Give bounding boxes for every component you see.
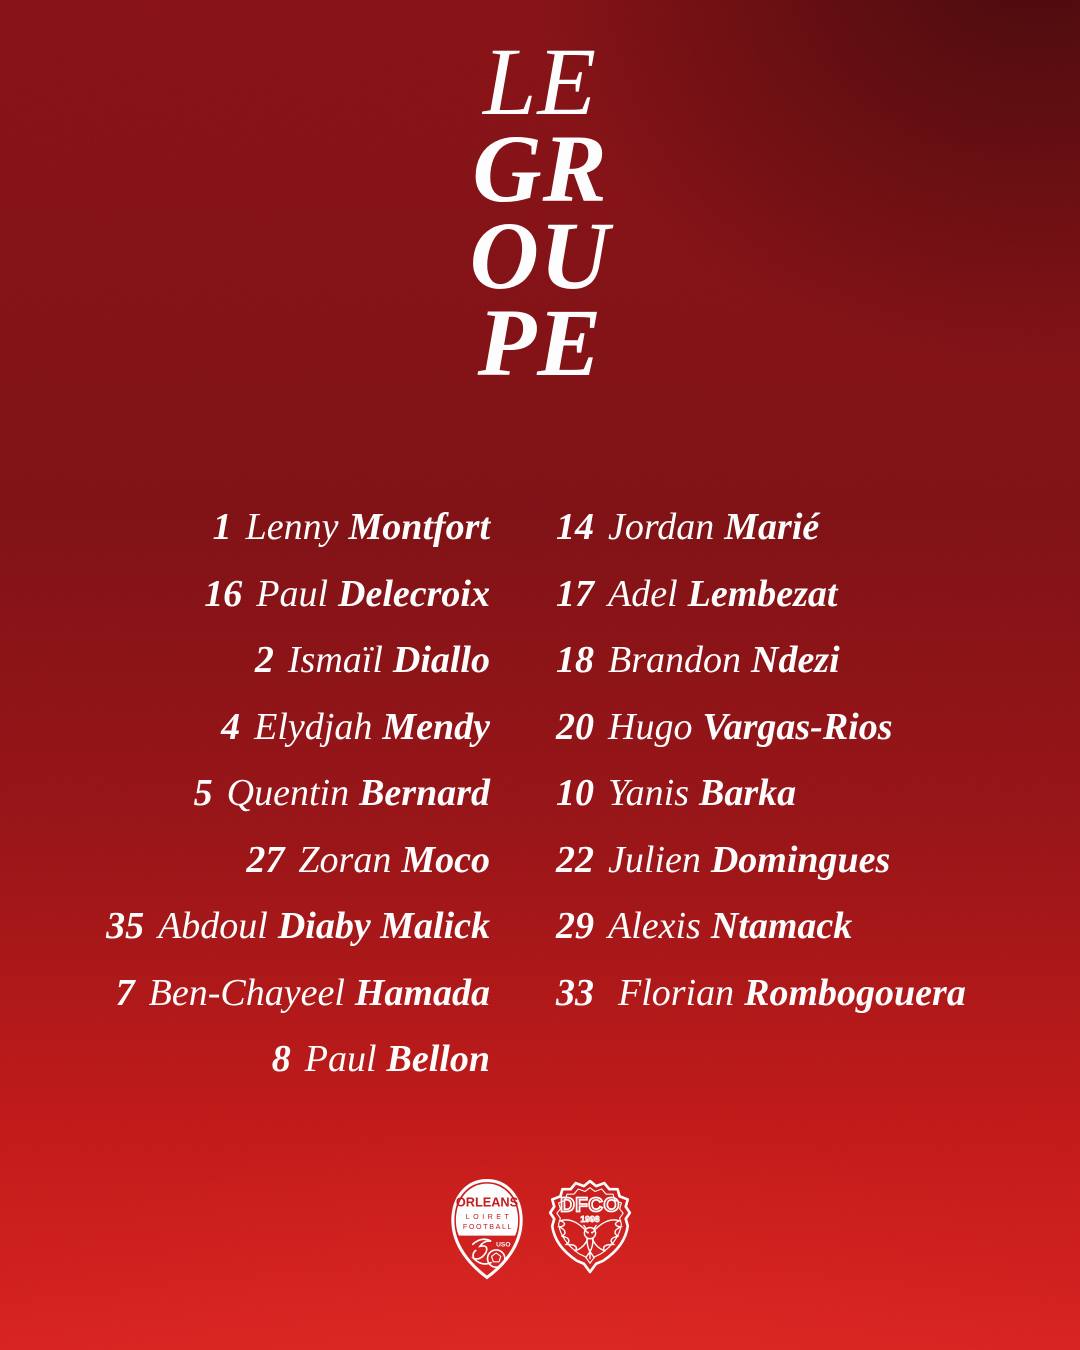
player-number: 17 xyxy=(556,572,594,615)
player-last-name: Diaby Malick xyxy=(277,905,490,947)
player-row xyxy=(556,494,1076,561)
orleans-uso-text: USO xyxy=(495,1241,510,1249)
orleans-logo xyxy=(445,1178,529,1281)
title-line-le: LE xyxy=(482,28,598,135)
player-number: 29 xyxy=(556,905,594,947)
player-row xyxy=(556,561,1076,628)
player-first-name: Paul xyxy=(256,572,329,615)
orleans-loiret-text: LOIRET xyxy=(465,1212,512,1221)
player-last-name: Hamada xyxy=(354,971,490,1014)
player-last-name: Montfort xyxy=(348,506,490,548)
player-row xyxy=(556,627,1076,694)
player-row xyxy=(0,760,490,827)
player-row xyxy=(0,960,490,1027)
player-row xyxy=(556,827,1076,894)
player-number: 16 xyxy=(204,572,243,615)
player-first-name: Abdoul xyxy=(158,905,268,947)
player-row xyxy=(556,760,1076,827)
player-number: 2 xyxy=(254,639,274,681)
player-last-name: Domingues xyxy=(710,838,891,881)
player-number: 18 xyxy=(556,639,594,681)
player-row xyxy=(0,494,490,561)
player-last-name: Ndezi xyxy=(751,639,840,681)
player-row xyxy=(0,561,490,628)
poster-title xyxy=(0,28,1080,396)
player-first-name: Brandon xyxy=(608,639,741,681)
dfco-logo xyxy=(544,1178,636,1276)
player-first-name: Alexis xyxy=(608,905,701,947)
title-line-gr: GR xyxy=(472,115,608,222)
player-number: 4 xyxy=(221,705,241,748)
player-number: 20 xyxy=(556,705,594,748)
player-number: 10 xyxy=(556,772,594,814)
club-logos xyxy=(0,1178,1080,1281)
player-first-name: Julien xyxy=(608,838,701,881)
player-number: 35 xyxy=(106,905,145,947)
player-last-name: Delecroix xyxy=(338,572,490,615)
player-first-name: Zoran xyxy=(298,838,392,881)
roster-column-left xyxy=(0,494,490,1093)
player-first-name: Florian xyxy=(618,971,735,1014)
player-row xyxy=(0,893,490,960)
player-first-name: Ismaïl xyxy=(287,639,383,681)
player-first-name: Jordan xyxy=(608,506,715,548)
player-last-name: Marié xyxy=(724,506,820,548)
player-row xyxy=(556,960,1076,1027)
player-last-name: Moco xyxy=(401,838,490,881)
roster-column-right xyxy=(556,494,1076,1026)
player-row xyxy=(0,827,490,894)
player-first-name: Hugo xyxy=(608,705,693,748)
orleans-football-text: FOOTBALL xyxy=(462,1222,513,1231)
player-number: 5 xyxy=(193,772,213,814)
player-row xyxy=(0,627,490,694)
player-number: 7 xyxy=(115,971,135,1014)
player-last-name: Diallo xyxy=(392,639,490,681)
player-first-name: Yanis xyxy=(608,772,689,814)
player-last-name: Mendy xyxy=(382,705,490,748)
player-last-name: Barka xyxy=(699,772,797,814)
title-line-ou: OU xyxy=(469,202,611,309)
player-first-name: Elydjah xyxy=(254,705,373,748)
player-last-name: Lembezat xyxy=(687,572,838,615)
player-first-name: Ben-Chayeel xyxy=(148,971,345,1014)
dfco-name-text: DFCO xyxy=(559,1194,620,1217)
player-number: 33 xyxy=(556,971,594,1014)
dfco-year-text: 1998 xyxy=(579,1213,600,1224)
player-row xyxy=(0,1026,490,1093)
player-first-name: Adel xyxy=(608,572,678,615)
player-number: 27 xyxy=(246,838,285,881)
player-number: 14 xyxy=(556,506,594,548)
orleans-name-text: ORLEANS xyxy=(455,1194,518,1210)
player-number: 1 xyxy=(212,506,232,548)
player-number: 8 xyxy=(271,1038,291,1080)
player-last-name: Ntamack xyxy=(710,905,853,947)
player-first-name: Paul xyxy=(304,1038,377,1080)
player-last-name: Bernard xyxy=(359,772,490,814)
player-first-name: Lenny xyxy=(245,506,339,548)
player-first-name: Quentin xyxy=(226,772,350,814)
player-row xyxy=(0,694,490,761)
player-last-name: Bellon xyxy=(386,1038,490,1080)
player-last-name: Rombogouera xyxy=(744,971,966,1014)
title-line-pe: PE xyxy=(477,289,603,396)
player-row xyxy=(556,893,1076,960)
player-last-name: Vargas-Rios xyxy=(702,705,893,748)
player-number: 22 xyxy=(556,838,594,881)
player-row xyxy=(556,694,1076,761)
